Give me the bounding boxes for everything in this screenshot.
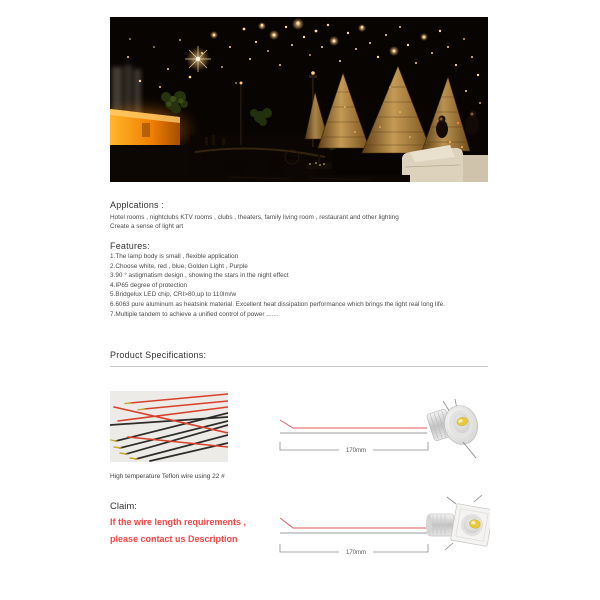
applications-line-1: Hotel rooms , nightclubs KTV rooms , clubs , theaters, family living room , restaurant and other lighting	[110, 214, 399, 221]
hero-photo	[110, 17, 488, 182]
lead-wires	[280, 518, 427, 533]
wire-caption: High temperature Teflon wire using 22 #	[110, 473, 225, 480]
features-list	[110, 252, 445, 319]
claim-line-1: If the wire length requirements ,	[110, 517, 247, 527]
feature-item-5: 5.Bridgelux LED chip, CRI>80,up to 110lm/w	[110, 291, 237, 299]
feature-item-2: 2.Choose white, red , blue, Golden Light , Purple	[110, 262, 248, 270]
hero-photo-scene	[110, 17, 488, 182]
claim-heading: Claim:	[110, 501, 137, 512]
teflon-wire-photo	[110, 391, 228, 462]
square-spotlight-diagram	[275, 495, 490, 565]
features-heading: Features:	[110, 241, 150, 251]
feature-item-4: 4.IP65 degree of protection	[110, 281, 188, 289]
round-spotlight-diagram	[275, 398, 490, 470]
feature-item-3: 3.90 ° astigmatism design , showing the stars in the night effect	[110, 272, 289, 280]
dimension-label-1: 170mm	[345, 448, 367, 454]
feature-item-1: 1.The lamp body is small , flexible application	[110, 253, 239, 260]
section-divider	[110, 366, 488, 367]
applications-line-2: Create a sense of light art	[110, 223, 184, 230]
applications-heading: Applcations :	[110, 200, 165, 210]
square-lamp-face	[451, 504, 490, 547]
lead-wires	[280, 420, 427, 433]
round-spotlight-drawing	[275, 398, 490, 470]
round-lamp-face	[440, 402, 481, 448]
specifications-heading: Product Specifications:	[110, 350, 207, 360]
square-spotlight-drawing	[275, 495, 490, 565]
wire-photo-background	[110, 391, 228, 462]
claim-line-2: please contact us Description	[110, 534, 238, 544]
feature-item-7: 7.Multiple tandem to achieve a unified control of power .......	[110, 310, 279, 318]
orange-bar-counter	[110, 101, 198, 182]
dimension-label-2: 170mm	[345, 550, 367, 556]
lamp-body	[426, 514, 454, 536]
pointer-line	[463, 442, 476, 458]
feature-item-6: 6.6063 pure aluminum as heatsink material. Excellent heat dissipation performance which brings the light real long life.	[110, 300, 445, 308]
wire-photo-scene	[110, 391, 228, 462]
